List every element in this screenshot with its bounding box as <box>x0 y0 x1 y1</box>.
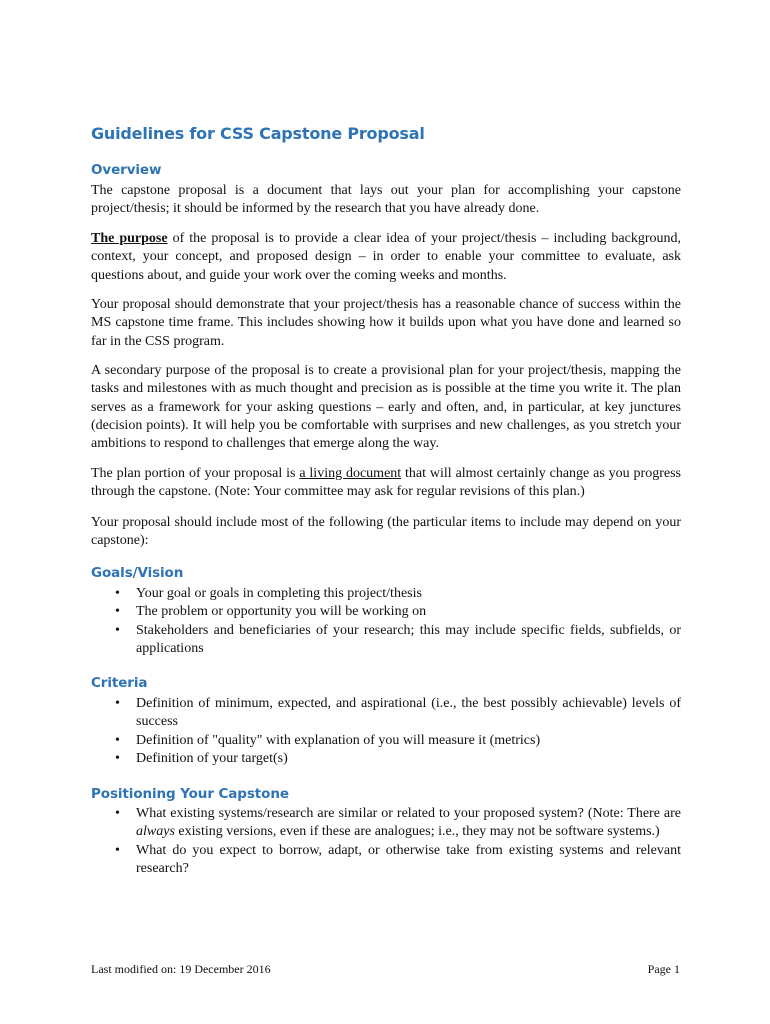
document-title: Guidelines for CSS Capstone Proposal <box>91 124 425 143</box>
goals-heading: Goals/Vision <box>91 565 184 581</box>
bullet-icon: • <box>115 732 120 748</box>
overview-paragraph-5 <box>91 465 681 502</box>
footer-page-number: Page 1 <box>647 962 680 976</box>
overview-heading: Overview <box>91 162 162 178</box>
bullet-icon: • <box>115 750 120 766</box>
positioning-list <box>91 805 681 878</box>
list-item <box>91 622 681 659</box>
list-item-text-pre: What existing systems/research are similar or related to your proposed system? (Note: There are <box>136 806 681 821</box>
goals-list <box>91 585 681 658</box>
bullet-icon: • <box>115 604 120 620</box>
plan-text-pre: The plan portion of your proposal is <box>91 466 300 481</box>
criteria-list <box>91 695 681 768</box>
bullet-icon: • <box>115 696 120 711</box>
bullet-icon: • <box>115 842 120 858</box>
list-item <box>91 805 681 842</box>
list-item-text: Stakeholders and beneficiaries of your research; this may include specific fields, subfields, or applications <box>136 622 681 656</box>
list-item-text: Your goal or goals in completing this project/thesis <box>136 586 422 601</box>
overview-paragraph-3: Your proposal should demonstrate that your project/thesis has a reasonable chance of success within the MS capstone time frame. This includes showing how it builds upon what you have done and learned so far in the CSS program. <box>91 297 681 349</box>
list-item <box>91 750 681 768</box>
footer-modified-date: Last modified on: 19 December 2016 <box>91 962 271 976</box>
list-item-text: Definition of minimum, expected, and aspirational (i.e., the best possibly achievable) levels of success <box>136 696 681 730</box>
bullet-icon: • <box>115 622 120 638</box>
always-emphasis: always <box>136 824 175 840</box>
list-item-text-post: existing versions, even if these are analogues; i.e., they may not be software systems.) <box>174 824 660 840</box>
list-item-text: Definition of "quality" with explanation of you will measure it (metrics) <box>136 732 541 748</box>
list-item <box>91 732 681 750</box>
overview-paragraph-1: The capstone proposal is a document that lays out your plan for accomplishing your capstone project/thesis; it should be informed by the research that you have already done. <box>91 183 681 217</box>
list-item <box>91 585 681 603</box>
criteria-heading: Criteria <box>91 675 148 691</box>
overview-paragraph-2 <box>91 230 681 285</box>
list-item-text: What do you expect to borrow, adapt, or otherwise take from existing systems and relevant research? <box>136 842 681 876</box>
list-item <box>91 842 681 879</box>
list-item-text: Definition of your target(s) <box>136 750 288 766</box>
list-item <box>91 695 681 732</box>
overview-paragraph-4: A secondary purpose of the proposal is to create a provisional plan for your project/thesis, mapping the tasks and milestones with as much thought and precision as is possible at the time you write it. The plan serves as a framework for your asking questions – early and often, and, in particular, at key junctures (decision points). It will help you be comfortable with surprises and new challenges, as you stretch your ambitions to respond to challenges that emerge along the way. <box>91 363 681 452</box>
positioning-heading: Positioning Your Capstone <box>91 786 289 802</box>
bullet-icon: • <box>115 806 120 821</box>
bullet-icon: • <box>115 586 120 601</box>
living-document-text: a living document <box>299 466 402 481</box>
list-item <box>91 603 681 621</box>
plan-text-post: that will almost certainly change as you progress through the capstone. (Note: Your committee may ask for regular revisions of this plan.) <box>91 466 681 500</box>
list-item-text: The problem or opportunity you will be working on <box>136 604 427 620</box>
overview-paragraph-6: Your proposal should include most of the following (the particular items to include may depend on your capstone): <box>91 515 681 549</box>
purpose-lead: The purpose <box>91 231 168 246</box>
purpose-text: of the proposal is to provide a clear idea of your project/thesis – including background, context, your concept, and proposed design – in order to enable your committee to evaluate, ask questions about, and guide your work over the coming weeks and months. <box>91 231 681 283</box>
